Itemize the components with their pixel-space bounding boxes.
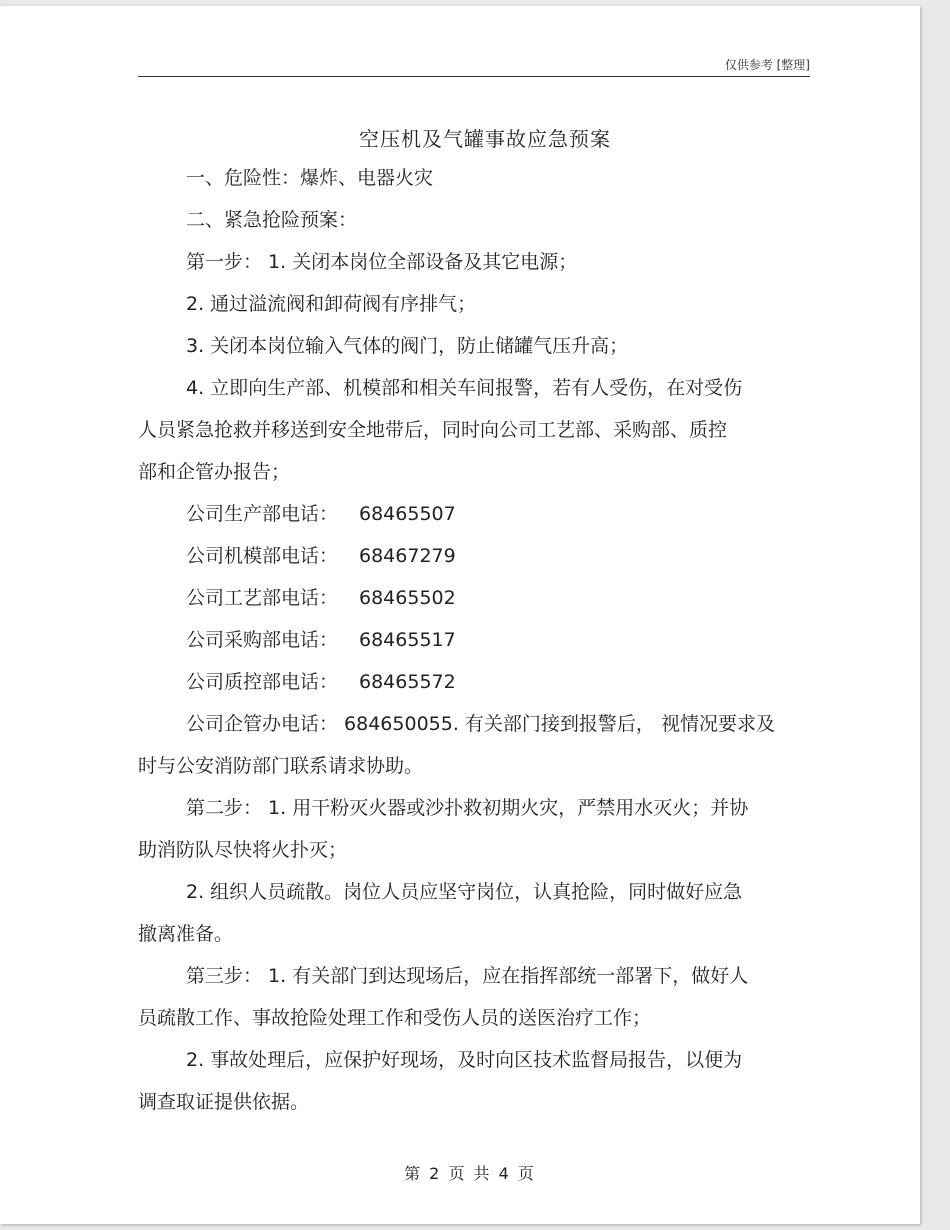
body-text [138,157,810,1123]
step3-item2-line2: 调查取证提供依据。 [138,1091,310,1113]
step1-item4-line1: 4. 立即向生产部、机模部和相关车间报警，若有人受伤，在对受伤 [186,377,743,399]
phone-row [138,619,810,661]
step1-item2: 2. 通过溢流阀和卸荷阀有序排气； [186,293,477,315]
document-title: 空压机及气罐事故应急预案 [359,127,611,151]
phone-number: 68465517 [359,629,456,651]
header-rule [138,76,810,77]
phone-number: 68465572 [359,671,456,693]
section-plan: 二、紧急抢险预案： [186,209,358,231]
phone-row [138,577,810,619]
step3-item1-line2: 员疏散工作、事故抢险处理工作和受伤人员的送医治疗工作； [138,1007,652,1029]
phone-label: 公司机模部电话： [186,545,339,567]
step1-item1: 第一步： 1. 关闭本岗位全部设备及其它电源； [186,251,578,273]
phone-label: 公司工艺部电话： [186,587,339,609]
step1-item4-line3: 部和企管办报告； [138,461,291,483]
phone-row [138,661,810,703]
step2-item2-line1: 2. 组织人员疏散。岗位人员应坚守岗位，认真抢险，同时做好应急 [186,881,743,903]
step1-item4-line2: 人员紧急抢救并移送到安全地带后，同时向公司工艺部、采购部、质控 [138,419,728,441]
phone-row [138,535,810,577]
phone-number: 68467279 [359,545,456,567]
page-footer: 第 2 页 共 4 页 [404,1164,536,1183]
header-note: 仅供参考 [整理] [724,58,810,72]
step3-item1-line1: 第三步： 1. 有关部门到达现场后，应在指挥部统一部署下，做好人 [186,965,749,987]
phone-label: 公司生产部电话： [186,503,339,525]
phone-number: 68465502 [359,587,456,609]
phone-label: 公司质控部电话： [186,671,339,693]
step3-item2-line1: 2. 事故处理后，应保护好现场，及时向区技术监督局报告，以便为 [186,1049,743,1071]
phone-number: 68465507 [359,503,456,525]
step2-item1-line1: 第二步： 1. 用干粉灭火器或沙扑救初期火灾，严禁用水灭火；并协 [186,797,749,819]
step2-item1-line2: 助消防队尽快将火扑灭； [138,839,348,861]
office-phone-line: 公司企管办电话： 684650055. 有关部门接到报警后， 视情况要求及 [186,713,775,735]
phone-label: 公司采购部电话： [186,629,339,651]
step1-item3: 3. 关闭本岗位输入气体的阀门，防止储罐气压升高； [186,335,629,357]
section-hazard: 一、危险性：爆炸、电器火灾 [186,167,434,189]
phone-row [138,493,810,535]
step2-item2-line2: 撤离准备。 [138,923,234,945]
office-phone-cont: 时与公安消防部门联系请求协助。 [138,755,424,777]
document-page [0,6,920,1224]
